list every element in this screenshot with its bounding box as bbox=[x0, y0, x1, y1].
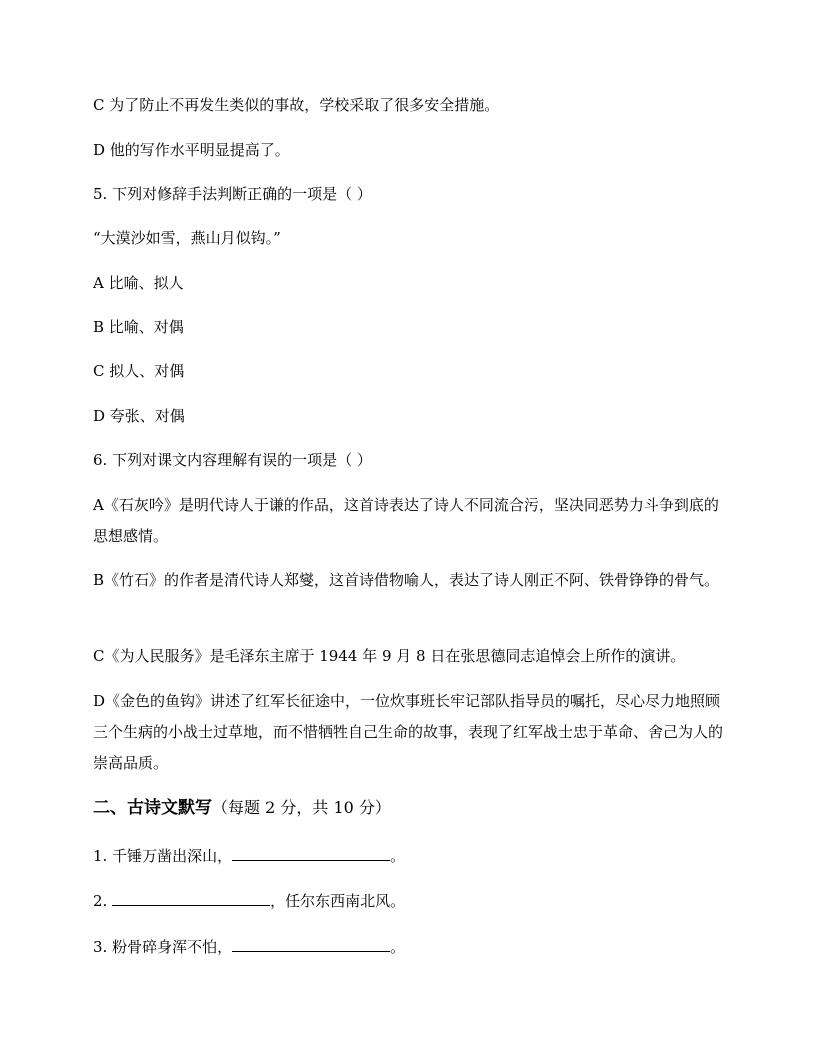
q4-option-d: D 他的写作水平明显提高了。 bbox=[93, 141, 290, 159]
q5-option-c: C 拟人、对偶 bbox=[93, 362, 185, 380]
dictation-1-suffix: 。 bbox=[390, 847, 406, 865]
q6-option-b: B《竹石》的作者是清代诗人郑燮，这首诗借物喻人，表达了诗人刚正不阿、铁骨铮铮的骨气。 bbox=[93, 571, 720, 589]
q5-option-d: D 夸张、对偶 bbox=[93, 407, 185, 425]
q6-option-d: D《金色的鱼钩》讲述了红军长征途中，一位炊事班长牢记部队指导员的嘱托，尽心尽力地照顾三个生病的小战士过草地，而不惜牺牲自己生命的故事，表现了红军战士忠于革命、舍己为人的崇高品质。 bbox=[93, 692, 724, 772]
dictation-3-suffix: 。 bbox=[390, 938, 406, 956]
section-2-heading bbox=[93, 796, 391, 820]
dictation-3-prefix: 3. 粉骨碎身浑不怕， bbox=[93, 938, 233, 956]
section-2-title: 二、古诗文默写 bbox=[93, 798, 212, 818]
dictation-1-prefix: 1. 千锤万凿出深山， bbox=[93, 847, 233, 865]
dictation-item-2 bbox=[93, 891, 733, 911]
q5-option-b: B 比喻、对偶 bbox=[93, 318, 184, 336]
dictation-3-blank[interactable] bbox=[232, 937, 390, 952]
dictation-2-prefix: 2. bbox=[93, 892, 113, 910]
dictation-2-blank[interactable] bbox=[112, 891, 270, 906]
dictation-2-suffix: ，任尔东西南北风。 bbox=[270, 892, 406, 910]
q6-option-c: C《为人民服务》是毛泽东主席于 1944 年 9 月 8 日在张思德同志追悼会上所作的演讲。 bbox=[93, 647, 686, 665]
section-2-score-note: （每题 2 分，共 10 分） bbox=[212, 798, 391, 817]
q6-option-a: A《石灰吟》是明代诗人于谦的作品，这首诗表达了诗人不同流合污，坚决同恶势力斗争到底的思想感情。 bbox=[93, 496, 719, 545]
dictation-item-1 bbox=[93, 846, 733, 866]
q5-quote: “大漠沙如雪，燕山月似钩。” bbox=[93, 229, 281, 247]
q5-option-a: A 比喻、拟人 bbox=[93, 274, 184, 292]
q5-stem: 5. 下列对修辞手法判断正确的一项是（ ） bbox=[93, 185, 372, 203]
dictation-1-blank[interactable] bbox=[232, 846, 390, 861]
dictation-item-3 bbox=[93, 937, 733, 957]
q4-option-c: C 为了防止不再发生类似的事故，学校采取了很多安全措施。 bbox=[93, 96, 500, 114]
q6-stem: 6. 下列对课文内容理解有误的一项是（ ） bbox=[93, 451, 372, 469]
